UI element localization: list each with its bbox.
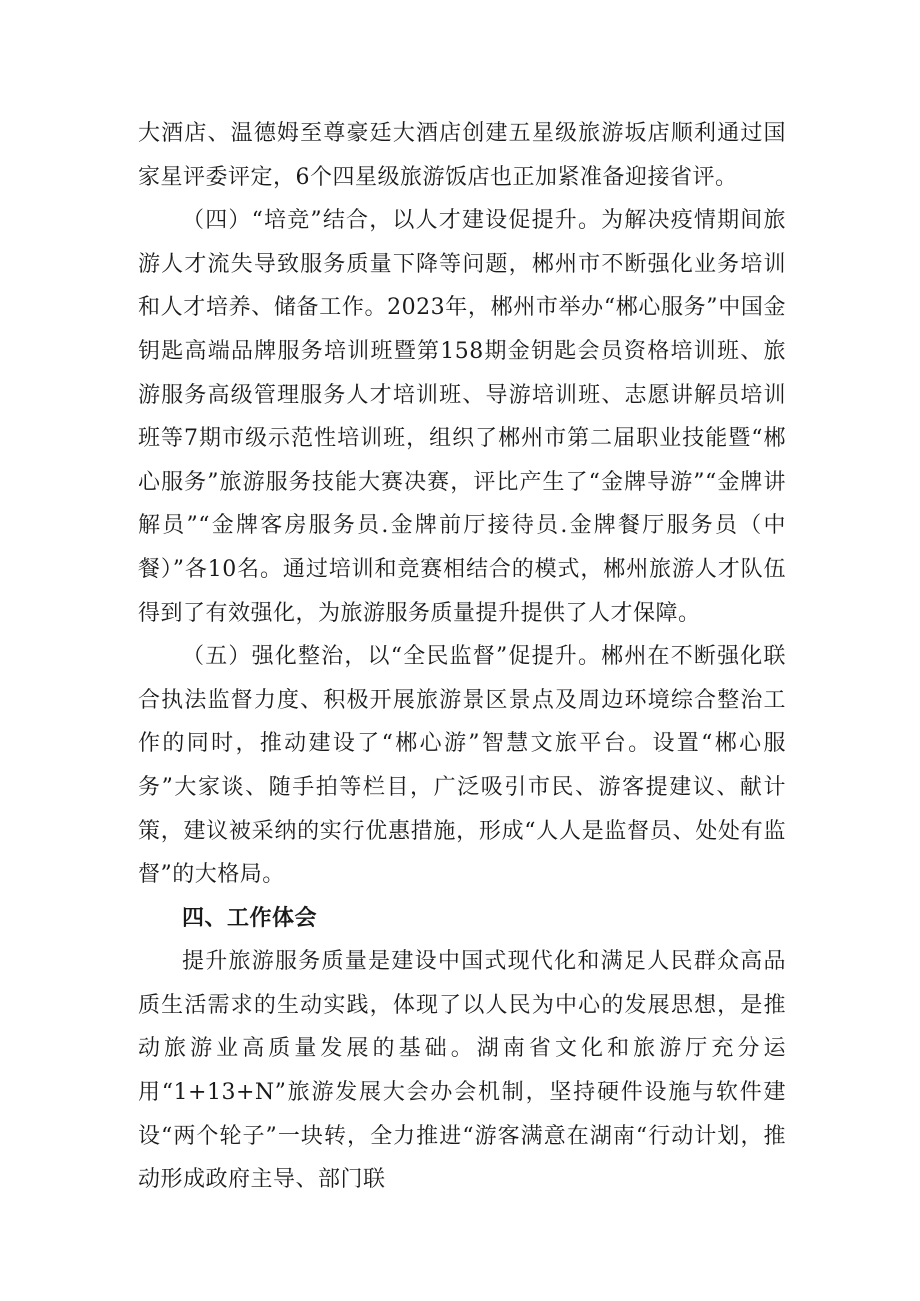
paragraph-work-experience: 提升旅游服务质量是建设中国式现代化和满足人民群众高品质生活需求的生动实践，体现了以人民为中心的发展思想，是推动旅游业高质量发展的基础。湖南省文化和旅游厅充分运用“1+13+N”旅游发展大会办会机制，坚持硬件设施与软件建设“两个轮子”一块转，全力推进“游客满意在湖南“行动计划，推动形成政府主导、部门联	[138, 949, 786, 1193]
paragraph-hotel-rating: 大酒店、温德姆至尊豪廷大酒店创建五星级旅游坂店顺利通过国家星评委评定，6个四星级旅游饭店也正加紧准备迎接省评。	[138, 121, 786, 190]
document-page	[138, 112, 786, 1202]
section-heading-work-experience: 四、工作体会	[182, 905, 318, 931]
paragraph-public-supervision: （五）强化整治，以“全民监督”促提升。郴州在不断强化联合执法监督力度、积极开展旅游景区景点及周边环境综合整治工作的同时，推动建设了“郴心游”智慧文旅平台。设置“郴心服务”大家谈、随手拍等栏目，广泛吸引市民、游客提建议、献计策，建议被采纳的实行优惠措施，形成“人人是监督员、处处有监督”的大格局。	[138, 644, 786, 888]
paragraph-talent-training: （四）“培竞”结合，以人才建设促提升。为解决疫情期间旅游人才流失导致服务质量下降等问题，郴州市不断强化业务培训和人才培养、储备工作。2023年，郴州市举办“郴心服务”中国金钥匙高端品牌服务培训班暨第158期金钥匙会员资格培训班、旅游服务高级管理服务人才培训班、导游培训班、志愿讲解员培训班等7期市级示范性培训班，组织了郴州市第二届职业技能暨“郴心服务”旅游服务技能大赛决赛，评比产生了“金牌导游”“金牌讲解员”“金牌客房服务员.金牌前厅接待员.金牌餐厅服务员（中餐）”各10名。通过培训和竞赛相结合的模式，郴州旅游人才队伍得到了有效强化，为旅游服务质量提升提供了人才保障。	[138, 208, 786, 626]
